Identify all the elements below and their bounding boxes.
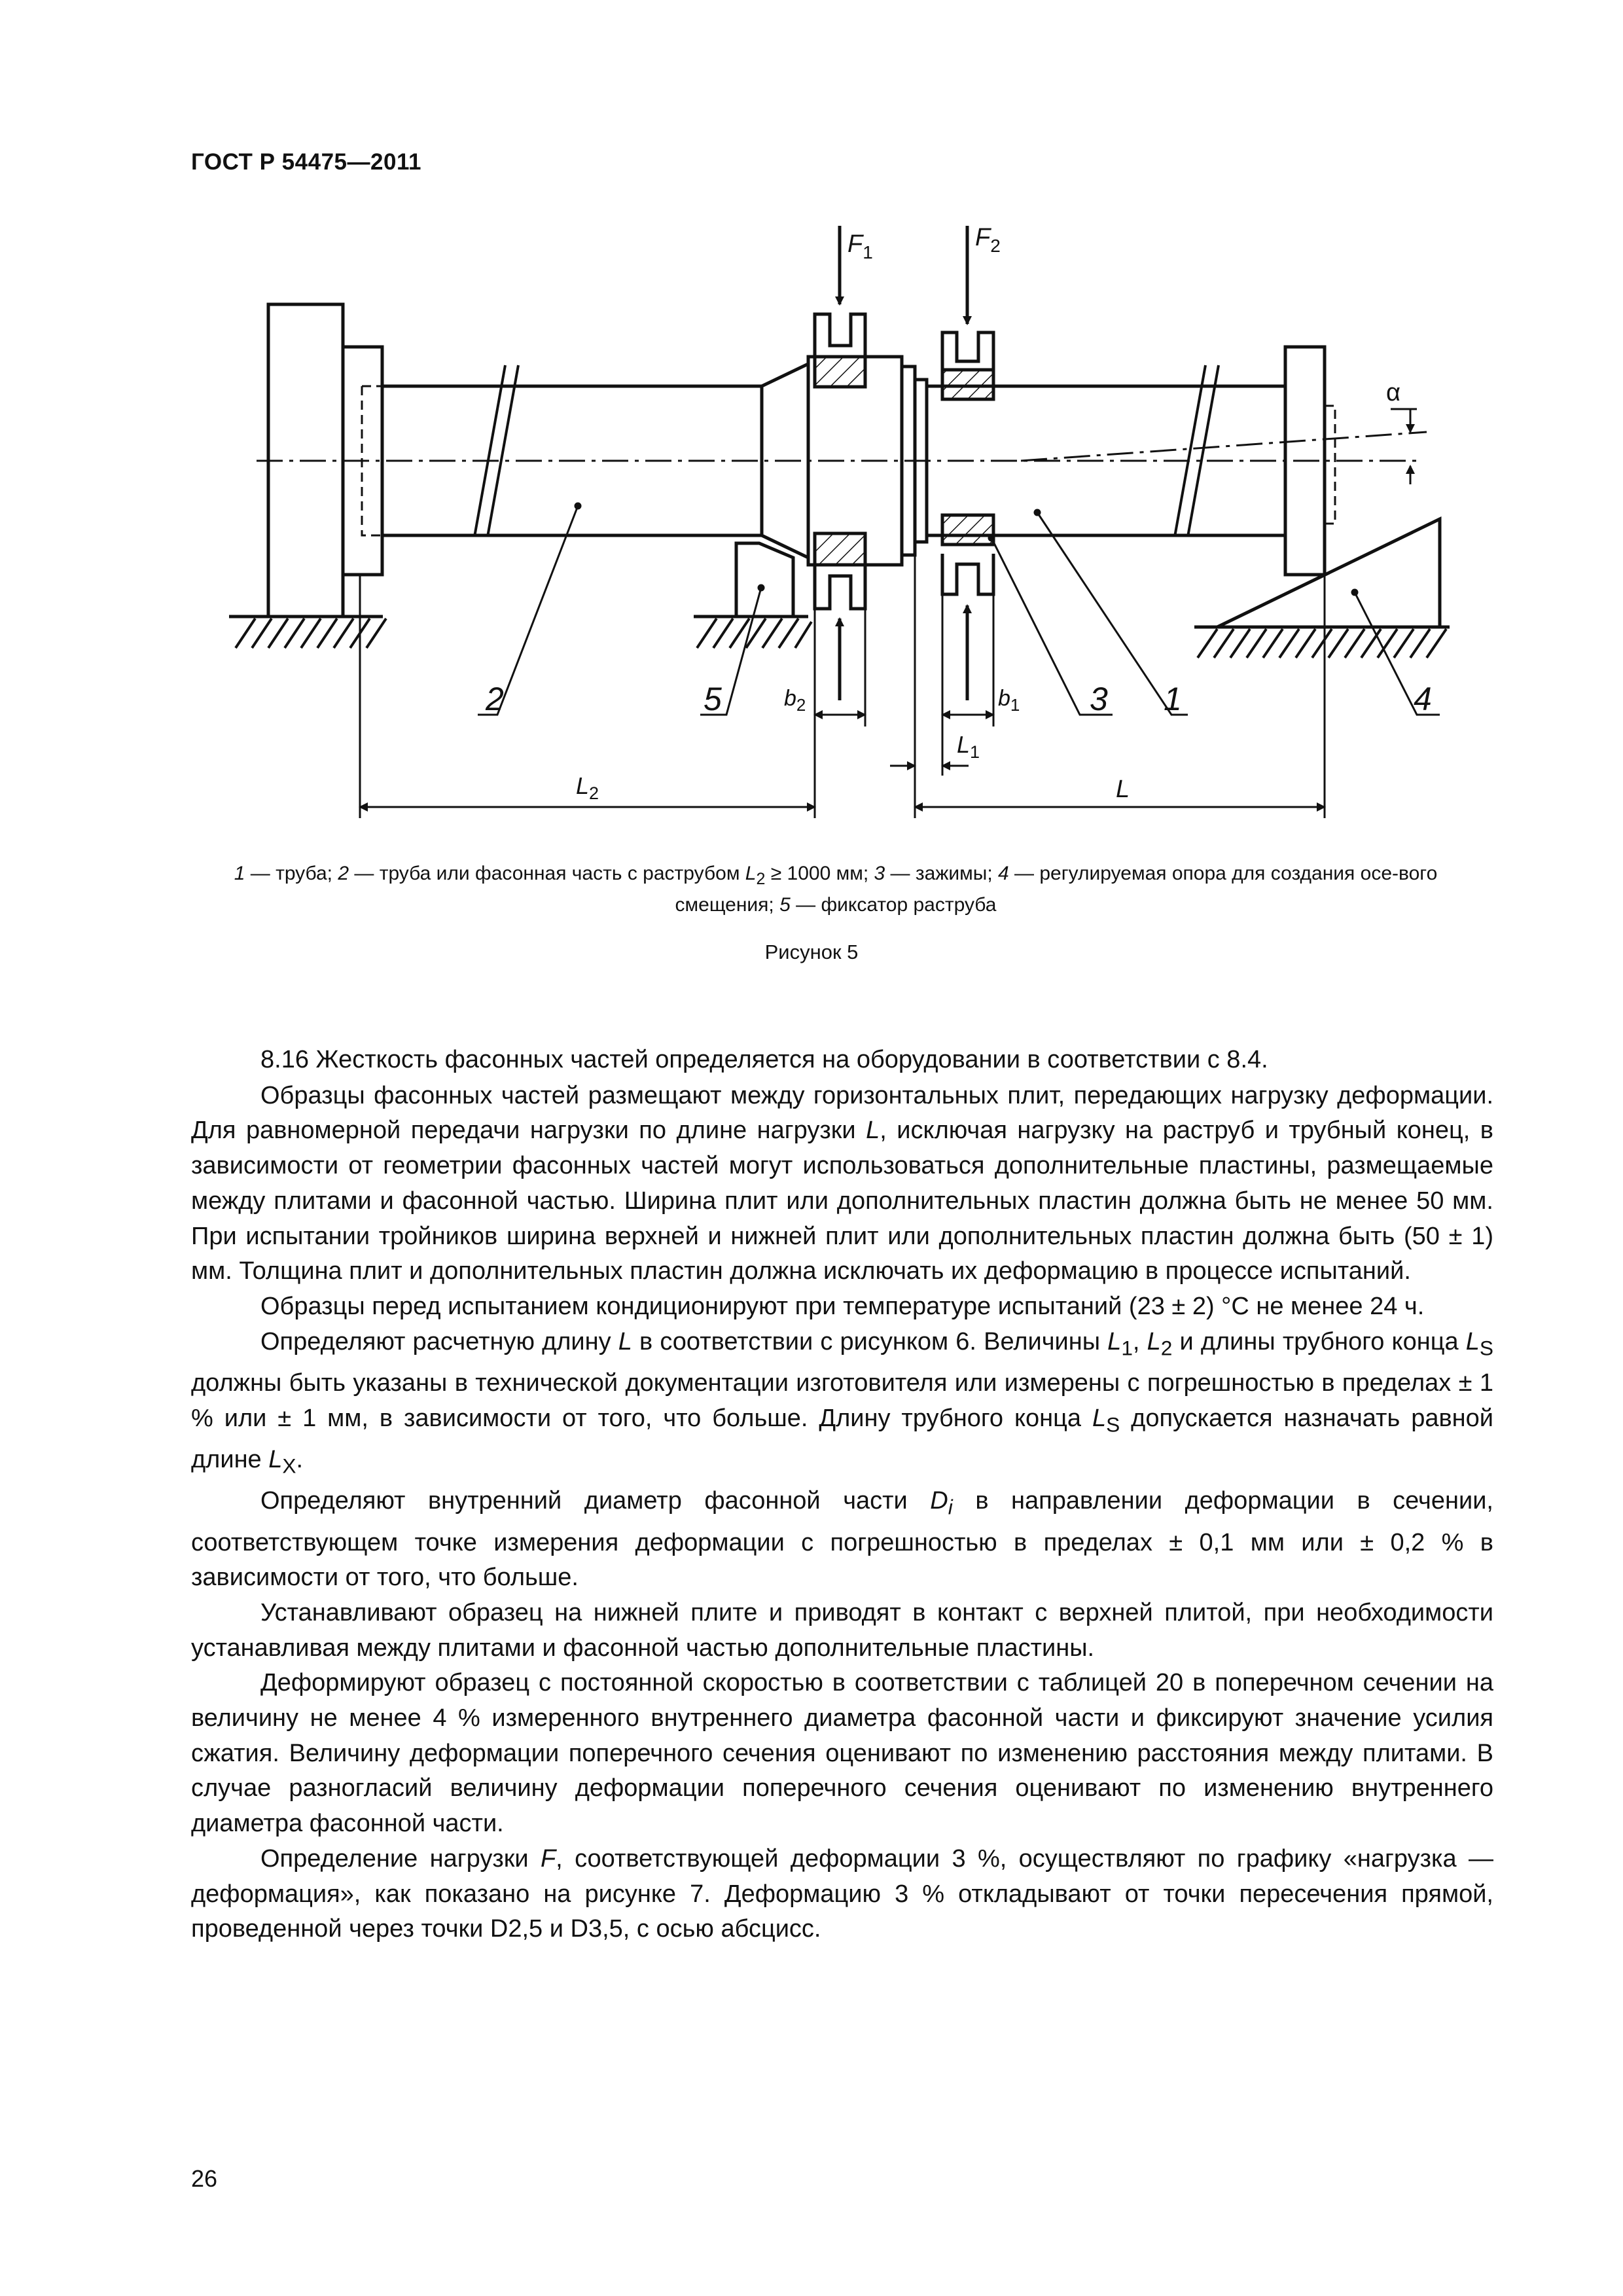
- label-part-2: 2: [486, 681, 504, 717]
- clamp-top-left: [815, 314, 865, 357]
- clamp-bottom-left: [815, 565, 865, 609]
- clamp-bottom-right: [942, 554, 993, 594]
- page-number: 26: [191, 2165, 218, 2192]
- paragraph: Образцы фасонных частей размещают между горизонтальных плит, передающих нагрузку деформации. Для равномерной передачи нагрузки по длине нагрузки L, исключая нагрузку на раструб и трубный конец, в зависимости от геометрии фасонных частей могут использоваться дополнительные пластины, размещаемые между плитами и фасонной частью. Ширина плит или дополнительных пластин должна быть не менее 50 мм. При испытании тройников ширина верхней и нижней плит или дополнительных пластин должна быть (50 ± 1) мм. Толщина плит и дополнительных пластин должна исключать их деформацию в процессе испытаний.: [191, 1081, 1493, 1285]
- label-b1: $b_1$: [998, 686, 1020, 715]
- paragraph: Образцы перед испытанием кондиционируют при температуре испытаний (23 ± 2) °С не менее 24 ч.: [260, 1292, 1425, 1320]
- bell-retainer-5: [736, 543, 793, 617]
- figure-legend: 1 — труба; 2 — труба или фасонная часть с раструбом $L_2 \ge 1000$ мм; 3 — зажимы; 4 — регулируемая опора для создания осе-вого смещения; 5 — фиксатор раструба: [234, 863, 1438, 916]
- clamp-top-right: [942, 332, 993, 370]
- test-setup-figure: [0, 0, 1623, 851]
- label-f1: $F_1$: [847, 230, 873, 262]
- paragraph: Определяют внутренний диаметр фасонной части $D_i$ в направлении деформации в сечении, соответствующем точке измерения деформации с погрешностью в пределах ± 0,1 мм или ± 0,2 % в зависимости от того, что больше.: [191, 1487, 1493, 1592]
- paragraph: Определяют расчетную длину L в соответствии с рисунком 6. Величины $L_1$, $L_2$ и длины трубного конца $L_S$ должны быть указаны в технической документации изготовителя или измерены с погрешностью в пределах ± 1 % или ± 1 мм, в зависимости от того, что больше. Длину трубного конца $L_S$ допускается назначать равной длине $L_X$.: [191, 1327, 1493, 1478]
- label-f2: $F_2$: [975, 224, 1001, 256]
- label-part-5: 5: [704, 681, 722, 717]
- label-b2: $b_2$: [784, 686, 806, 715]
- label-l1: $L_1$: [957, 731, 980, 762]
- paragraph: Устанавливают образец на нижней плите и приводят в контакт с верхней плитой, при необходимости устанавливая между плитами и фасонной частью дополнительные пластины.: [191, 1598, 1493, 1662]
- label-l2: $L_2$: [576, 772, 599, 803]
- body-text: [191, 1043, 1493, 1947]
- document-header: ГОСТ Р 54475—2011: [191, 149, 421, 175]
- label-part-1: 1: [1164, 681, 1182, 717]
- label-alpha: α: [1386, 379, 1400, 406]
- label-part-3: 3: [1090, 681, 1108, 717]
- label-part-4: 4: [1414, 681, 1432, 717]
- paragraph: Деформируют образец с постоянной скоростью в соответствии с таблицей 20 в поперечном сечении на величину не менее 4 % измеренного внутреннего диаметра фасонной части и фиксируют значение усилия сжатия. Величину деформации поперечного сечения оценивают по изменению расстояния между плитами. В случае разногласий величину деформации поперечного сечения оценивают по изменению внутреннего диаметра фасонной части.: [191, 1669, 1493, 1838]
- figure-title: Рисунок 5: [764, 941, 859, 963]
- paragraph: Определение нагрузки F, соответствующей деформации 3 %, осуществляют по графику «нагрузка — деформация», как показано на рисунке 7. Деформацию 3 % откладывают от точки пересечения прямой, проведенной через точки D2,5 и D3,5, с осью абсцисс.: [191, 1844, 1493, 1943]
- paragraph-8-16: 8.16 Жесткость фасонных частей определяется на оборудовании в соответствии с 8.4.: [260, 1046, 1268, 1073]
- label-l: L: [1116, 776, 1130, 803]
